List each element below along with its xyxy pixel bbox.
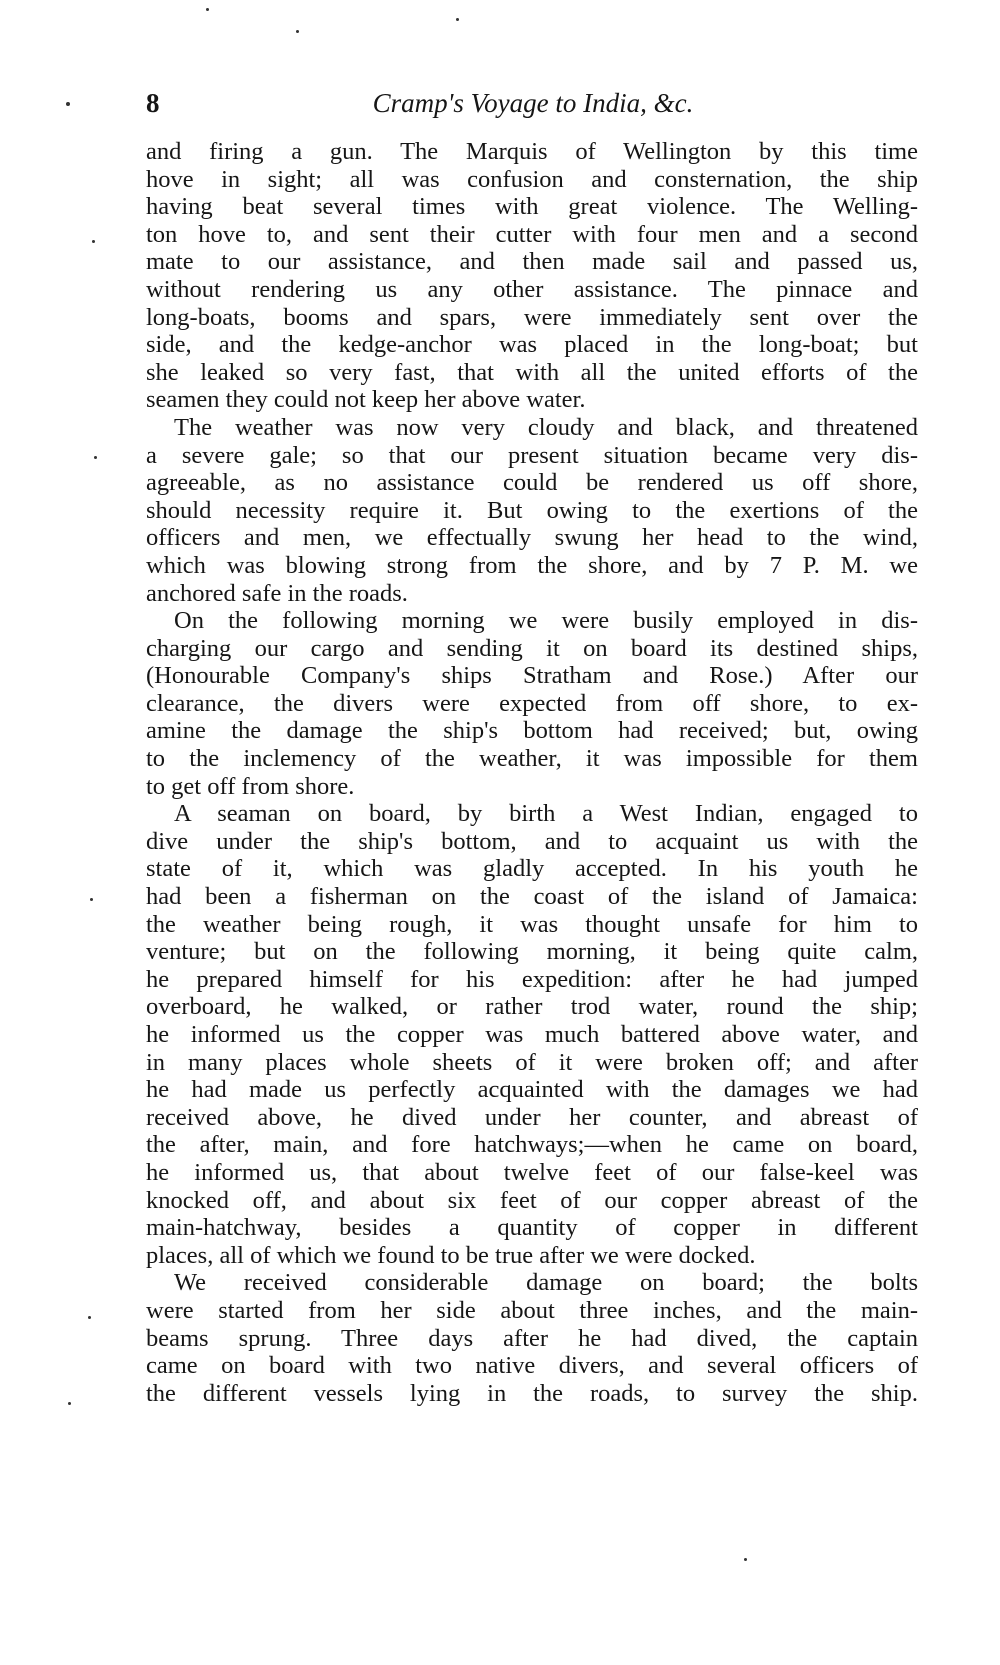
scan-speck <box>206 8 209 11</box>
text-line: state of it, which was gladly accepted. In his youth he <box>146 855 918 883</box>
text-line: beams sprung. Three days after he had dived, the captain <box>146 1324 918 1352</box>
text-line: amine the damage the ship's bottom had received; but, owing <box>146 717 918 745</box>
text-line: hove in sight; all was confusion and consternation, the ship <box>146 165 918 193</box>
text-line: dive under the ship's bottom, and to acquaint us with the <box>146 827 918 855</box>
scan-speck <box>296 30 299 33</box>
text-line: clearance, the divers were expected from off shore, to ex- <box>146 689 918 717</box>
text-line: overboard, he walked, or rather trod water, round the ship; <box>146 993 918 1021</box>
text-line: (Honourable Company's ships Stratham and Rose.) After our <box>146 662 918 690</box>
text-line: he prepared himself for his expedition: after he had jumped <box>146 965 918 993</box>
body-text <box>146 138 918 1407</box>
text-line: places, all of which we found to be true after we were docked. <box>146 1241 756 1269</box>
text-line: venture; but on the following morning, it being quite calm, <box>146 938 918 966</box>
text-line: should necessity require it. But owing to the exertions of the <box>146 496 918 524</box>
text-line: in many places whole sheets of it were broken off; and after <box>146 1048 918 1076</box>
text-line: to get off from shore. <box>146 772 355 800</box>
scan-speck <box>94 456 97 459</box>
text-line: The weather was now very cloudy and black, and threatened <box>174 413 918 441</box>
text-line: knocked off, and about six feet of our copper abreast of the <box>146 1186 918 1214</box>
running-head: Cramp's Voyage to India, &c. <box>372 88 694 118</box>
text-line: he had made us perfectly acquainted with the damages we had <box>146 1076 918 1104</box>
scan-speck <box>68 1402 71 1405</box>
text-line: and firing a gun. The Marquis of Wellington by this time <box>146 138 918 165</box>
text-line: came on board with two native divers, and several officers of <box>146 1352 918 1380</box>
text-line: We received considerable damage on board; the bolts <box>174 1269 918 1297</box>
text-line: seamen they could not keep her above water. <box>146 386 586 414</box>
text-line: he informed us the copper was much battered above water, and <box>146 1021 918 1048</box>
text-line: anchored safe in the roads. <box>146 579 408 607</box>
text-line: long-boats, booms and spars, were immediately sent over the <box>146 303 918 331</box>
text-line: were started from her side about three inches, and the main- <box>146 1296 918 1324</box>
text-line: agreeable, as no assistance could be rendered us off shore, <box>146 469 918 497</box>
scan-speck <box>456 18 459 21</box>
text-line: a severe gale; so that our present situation became very dis- <box>146 441 918 469</box>
scan-speck <box>90 898 93 901</box>
text-line: main-hatchway, besides a quantity of copper in different <box>146 1214 918 1242</box>
text-line: had been a fisherman on the coast of the island of Jamaica: <box>146 883 918 911</box>
text-line: having beat several times with great violence. The Welling- <box>146 193 918 221</box>
text-line: which was blowing strong from the shore, and by 7 P. M. we <box>146 551 918 579</box>
scan-speck <box>744 1558 747 1561</box>
scan-speck <box>66 102 70 106</box>
page-header <box>146 88 920 128</box>
scan-speck <box>88 1316 91 1319</box>
text-line: mate to our assistance, and then made sail and passed us, <box>146 248 918 276</box>
text-line: received above, he dived under her counter, and abreast of <box>146 1103 918 1131</box>
text-line: ton hove to, and sent their cutter with four men and a second <box>146 220 918 248</box>
text-line: the after, main, and fore hatchways;—when he came on board, <box>146 1131 918 1159</box>
text-line: officers and men, we effectually swung her head to the wind, <box>146 524 918 552</box>
text-line: On the following morning we were busily employed in dis- <box>174 607 918 635</box>
text-line: she leaked so very fast, that with all the united efforts of the <box>146 358 918 386</box>
text-line: the different vessels lying in the roads, to survey the ship. <box>146 1379 918 1407</box>
text-line: he informed us, that about twelve feet of our false-keel was <box>146 1158 918 1186</box>
scan-speck <box>92 240 95 243</box>
text-line: the weather being rough, it was thought unsafe for him to <box>146 910 918 938</box>
text-line: without rendering us any other assistance. The pinnace and <box>146 275 918 303</box>
text-line: A seaman on board, by birth a West Indian, engaged to <box>174 800 918 828</box>
text-line: side, and the kedge-anchor was placed in the long-boat; but <box>146 331 918 359</box>
text-line: to the inclemency of the weather, it was impossible for them <box>146 745 918 773</box>
text-line: charging our cargo and sending it on board its destined ships, <box>146 634 918 662</box>
page-number: 8 <box>146 88 160 118</box>
